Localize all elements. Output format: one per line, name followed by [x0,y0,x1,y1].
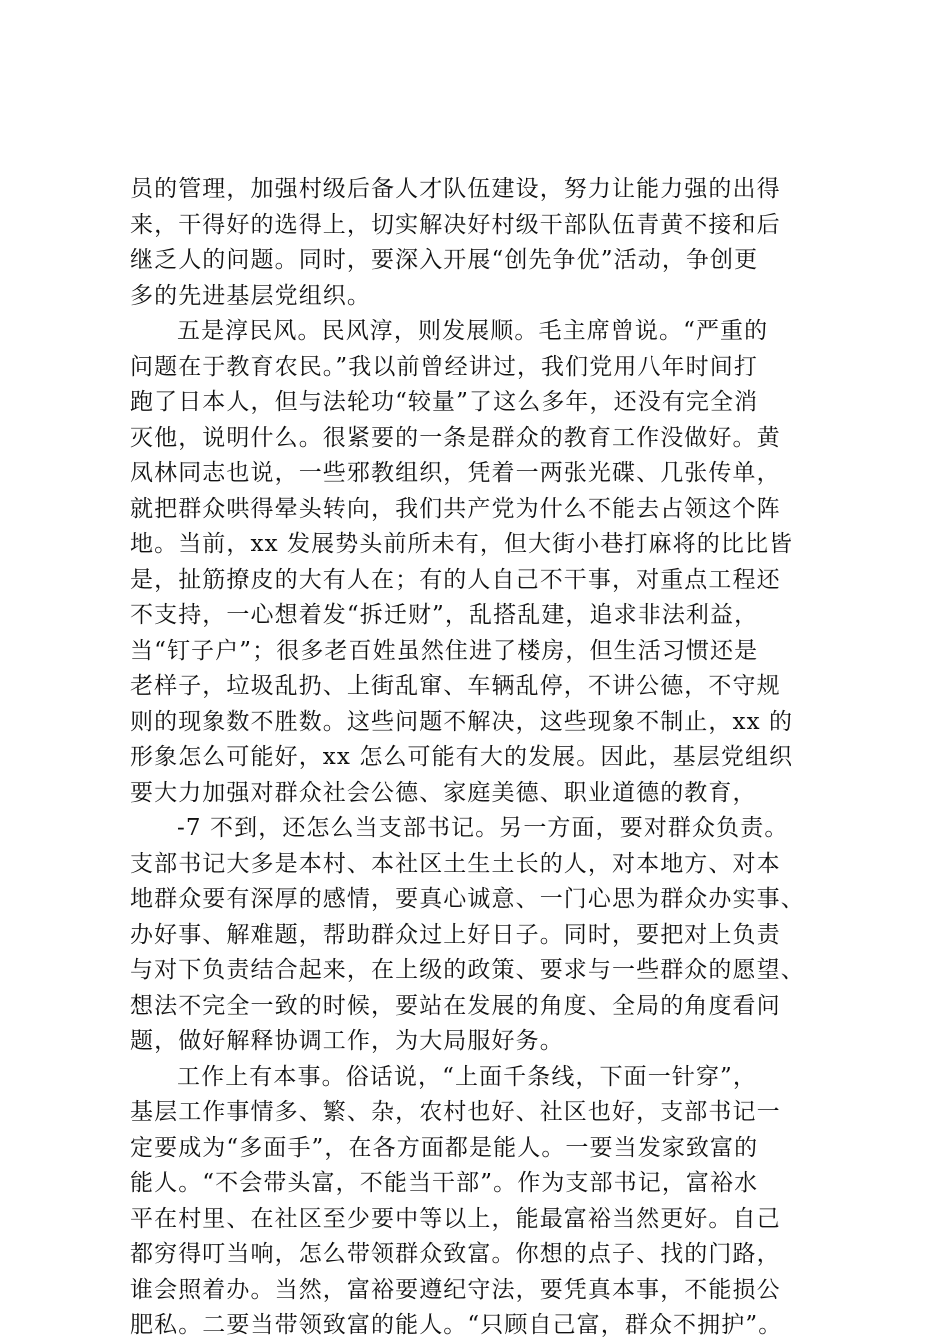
text-line: 定要成为“多面手”，在各方面都是能人。一要当发家致富的 [130,1134,759,1161]
paragraph-first-line: 五是淳民风。民风淳，则发展顺。毛主席曾说。“严重的 [177,318,769,344]
text-line: 能人。“不会带头富，不能当干部”。作为支部书记，富裕水 [130,1170,759,1196]
text-line: 想法不完全一致的时候，要站在发展的角度、全局的角度看问 [130,992,781,1019]
text-line: 形象怎么可能好，xx 怎么可能有大的发展。因此，基层党组织 [130,744,794,770]
text-line: 支部书记大多是本村、本社区土生土长的人，对本地方、对本 [130,850,781,877]
text-line: 地。当前，xx 发展势头前所未有，但大街小巷打麻将的比比皆 [130,531,794,557]
text-line: 不支持，一心想着发“拆迁财”，乱搭乱建，追求非法利益， [130,602,759,628]
text-line: 老样子，垃圾乱扔、上街乱窜、车辆乱停，不讲公德，不守规 [130,673,781,699]
text-line: 与对下负责结合起来，在上级的政策、要求与一些群众的愿望、 [130,957,805,983]
text-line: 地群众要有深厚的感情，要真心诚意、一门心思为群众办实事、 [130,886,805,912]
text-line: 题，做好解释协调工作，为大局服好务。 [130,1028,564,1054]
paragraph-first-line: -7 不到，还怎么当支部书记。另一方面，要对群众负责。 [177,815,789,841]
text-line: 都穷得叮当响，怎么带领群众致富。你想的点子、找的门路， [130,1241,781,1267]
text-line: 肥私。二要当带领致富的能人。“只顾自己富，群众不拥护”。 [130,1312,783,1338]
paragraph-first-line: 工作上有本事。俗话说，“上面千条线，下面一针穿”， [177,1063,758,1090]
text-line: 员的管理，加强村级后备人才队伍建设，努力让能力强的出得 [130,176,781,202]
text-line: 凤林同志也说，一些邪教组织，凭着一两张光碟、几张传单， [130,460,781,486]
text-line: 当“钉子户”；很多老百姓虽然住进了楼房，但生活习惯还是 [130,637,759,664]
text-line: 来，干得好的选得上，切实解决好村级干部队伍青黄不接和后 [130,211,781,238]
text-line: 是，扯筋撩皮的大有人在；有的人自己不干事，对重点工程还 [130,566,781,593]
text-line: 要大力加强对群众社会公德、家庭美德、职业道德的教育， [130,779,757,806]
document-body [130,172,830,1344]
text-line: 就把群众哄得晕头转向，我们共产党为什么不能去占领这个阵 [130,495,781,522]
text-line: 灭他，说明什么。很紧要的一条是群众的教育工作没做好。黄 [130,424,781,451]
text-line: 跑了日本人，但与法轮功“较量”了这么多年，还没有完全消 [130,389,759,415]
text-line: 多的先进基层党组织。 [130,282,371,309]
text-line: 问题在于教育农民。”我以前曾经讲过，我们党用八年时间打 [130,353,758,380]
text-line: 办好事、解难题，帮助群众过上好日子。同时，要把对上负责 [130,921,781,948]
text-line: 则的现象数不胜数。这些问题不解决，这些现象不制止，xx 的 [130,708,794,735]
text-line: 谁会照着办。当然，富裕要遵纪守法，要凭真本事，不能损公 [130,1276,781,1303]
text-line: 继乏人的问题。同时，要深入开展“创先争优”活动，争创更 [130,247,759,273]
text-line: 平在村里、在社区至少要中等以上，能最富裕当然更好。自己 [130,1205,781,1232]
text-line: 基层工作事情多、繁、杂，农村也好、社区也好，支部书记一 [130,1099,781,1125]
